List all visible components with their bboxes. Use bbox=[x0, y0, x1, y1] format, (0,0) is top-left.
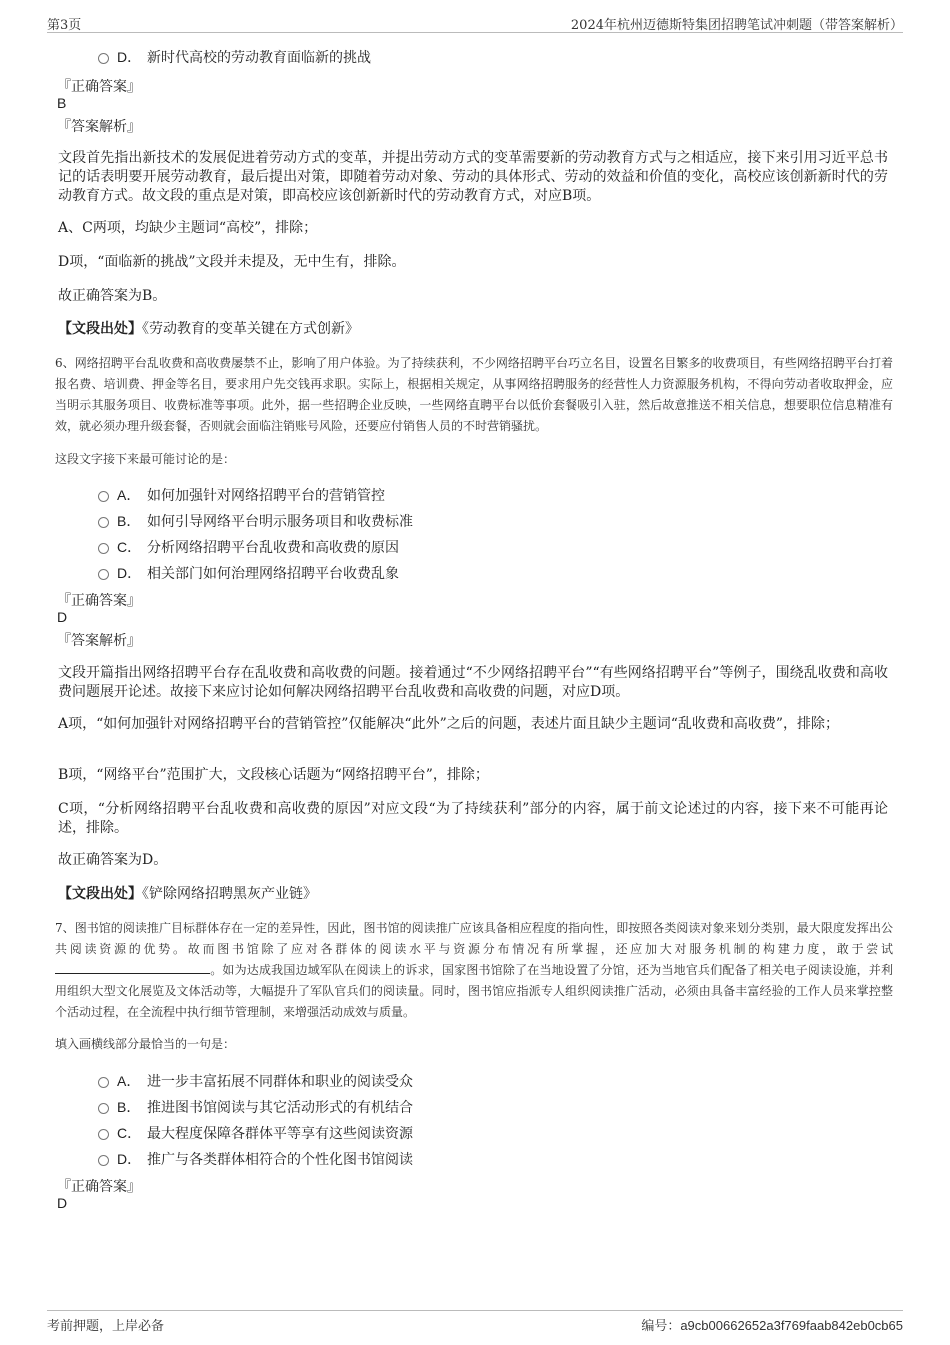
q7-question-text: 7、图书馆的阅读推广目标群体存在一定的差异性，因此，图书馆的阅读推广应该具备相应程度的指向性，即按照各类阅读对象来划分类别，最大限度发挥出公共阅读资源的优势。故而图书馆除了应对各群体的阅读水平与资源分布情况有所掌握，还应加大对服务机制的构建力度，敢于尝试。如为达成我国边域军队在阅读上的诉求，国家图书馆除了在当地设置了分馆，还为当地官兵们配备了相关电子阅读设施，并利用组织大型文化展览及文体活动等，大幅提升了军队官兵们的阅读量。同时，图书馆应指派专人组织阅读推广活动，必须由具备丰富经验的工作人员来掌控整个活动过程，在全流程中执行细节管理制，来增强活动成效与质量。 bbox=[55, 921, 893, 1019]
q6-answer-label: 『正确答案』 bbox=[57, 593, 141, 609]
page-number: 第3页 bbox=[47, 18, 82, 33]
q7-option-a[interactable]: A． 进一步丰富拓展不同群体和职业的阅读受众 bbox=[98, 1071, 413, 1091]
q6-analysis-paragraph: C项，“分析网络招聘平台乱收费和高收费的原因”对应文段“为了持续获利”部分的内容，属于前文论述过的内容，接下来不可能再论述，排除。 bbox=[58, 801, 888, 836]
q5-analysis-label: 『答案解析』 bbox=[57, 119, 141, 135]
page-header bbox=[47, 10, 903, 33]
q6-option-d[interactable]: D． 相关部门如何治理网络招聘平台收费乱象 bbox=[98, 563, 399, 583]
radio-icon[interactable] bbox=[98, 491, 109, 502]
q7-option-b[interactable]: B． 推进图书馆阅读与其它活动形式的有机结合 bbox=[98, 1097, 413, 1117]
radio-icon[interactable] bbox=[98, 53, 109, 64]
q5-analysis-paragraph: D项，“面临新的挑战”文段并未提及，无中生有，排除。 bbox=[58, 254, 406, 270]
q7-answer-label: 『正确答案』 bbox=[57, 1179, 141, 1195]
q7-answer: D bbox=[57, 1195, 68, 1211]
q6-analysis-paragraph: 故正确答案为D。 bbox=[58, 852, 168, 868]
q5-analysis-paragraph: 故正确答案为B。 bbox=[58, 288, 167, 304]
radio-icon[interactable] bbox=[98, 543, 109, 554]
q6-analysis-paragraph: A项，“如何加强针对网络招聘平台的营销管控”仅能解决“此外”之后的问题，表述片面且缺少主题词“乱收费和高收费”，排除； bbox=[58, 716, 840, 732]
radio-icon[interactable] bbox=[98, 1077, 109, 1088]
q6-option-a[interactable]: A． 如何加强针对网络招聘平台的营销管控 bbox=[98, 485, 385, 505]
q5-answer: B bbox=[57, 95, 67, 111]
q7-option-d[interactable]: D． 推广与各类群体相符合的个性化图书馆阅读 bbox=[98, 1149, 413, 1169]
q5-analysis-paragraph: A、C两项，均缺少主题词“高校”，排除； bbox=[58, 220, 318, 236]
q6-option-b[interactable]: B． 如何引导网络平台明示服务项目和收费标准 bbox=[98, 511, 413, 531]
q6-option-c[interactable]: C． 分析网络招聘平台乱收费和高收费的原因 bbox=[98, 537, 399, 557]
q7-option-c[interactable]: C． 最大程度保障各群体平等享有这些阅读资源 bbox=[98, 1123, 413, 1143]
radio-icon[interactable] bbox=[98, 517, 109, 528]
document-title: 2024年杭州迈德斯特集团招聘笔试冲刺题（带答案解析） bbox=[570, 18, 903, 33]
q6-source: 【文段出处】《铲除网络招聘黑灰产业链》 bbox=[58, 886, 317, 902]
q7-prompt: 填入画横线部分最恰当的一句是： bbox=[55, 1037, 236, 1051]
radio-icon[interactable] bbox=[98, 1155, 109, 1166]
radio-icon[interactable] bbox=[98, 1103, 109, 1114]
radio-icon[interactable] bbox=[98, 1129, 109, 1140]
q6-question-text: 6、网络招聘平台乱收费和高收费屡禁不止，影响了用户体验。为了持续获利，不少网络招聘平台巧立名目，设置名目繁多的收费项目，有些网络招聘平台打着报名费、培训费、押金等名目，要求用户先交钱再求职。实际上，根据相关规定，从事网络招聘服务的经营性人力资源服务机构，不得向劳动者收取押金，应当明示其服务项目、收费标准等事项。此外，据一些招聘企业反映，一些网络直聘平台以低价套餐吸引入驻，然后故意推送不相关信息，想要职位信息精准有效，就必须办理升级套餐，否则就会面临注销账号风险，还要应付销售人员的不时营销骚扰。 bbox=[55, 356, 893, 433]
footer-slogan: 考前押题，上岸必备 bbox=[47, 1319, 165, 1334]
document-id: 编号：a9cb00662652a3f769faab842eb0cb65 bbox=[641, 1318, 903, 1334]
q6-analysis-paragraph: 文段开篇指出网络招聘平台存在乱收费和高收费的问题。接着通过“不少网络招聘平台”“有些网络招聘平台”等例子，围绕乱收费和高收费问题展开论述。故接下来应讨论如何解决网络招聘平台乱收费和高收费的问题，对应D项。 bbox=[58, 665, 888, 700]
q6-prompt: 这段文字接下来最可能讨论的是： bbox=[55, 452, 236, 466]
radio-icon[interactable] bbox=[98, 569, 109, 580]
q5-option-d[interactable]: D． 新时代高校的劳动教育面临新的挑战 bbox=[98, 47, 371, 67]
q5-answer-label: 『正确答案』 bbox=[57, 79, 141, 95]
page-footer bbox=[47, 1310, 903, 1334]
q5-source: 【文段出处】《劳动教育的变革关键在方式创新》 bbox=[58, 321, 359, 337]
q5-analysis-paragraph: 文段首先指出新技术的发展促进着劳动方式的变革，并提出劳动方式的变革需要新的劳动教育方式与之相适应，接下来引用习近平总书记的话表明要开展劳动教育，最后提出对策，即随着劳动对象、劳动的具体形式、劳动的效益和价值的变化，高校应该创新新时代的劳动教育方式。故文段的重点是对策，即高校应该创新新时代的劳动教育方式，对应B项。 bbox=[58, 150, 888, 204]
q6-answer: D bbox=[57, 609, 68, 625]
q6-analysis-label: 『答案解析』 bbox=[57, 633, 141, 649]
q6-analysis-paragraph: B项，“网络平台”范围扩大，文段核心话题为“网络招聘平台”，排除； bbox=[58, 767, 489, 783]
fill-in-blank bbox=[55, 961, 210, 974]
